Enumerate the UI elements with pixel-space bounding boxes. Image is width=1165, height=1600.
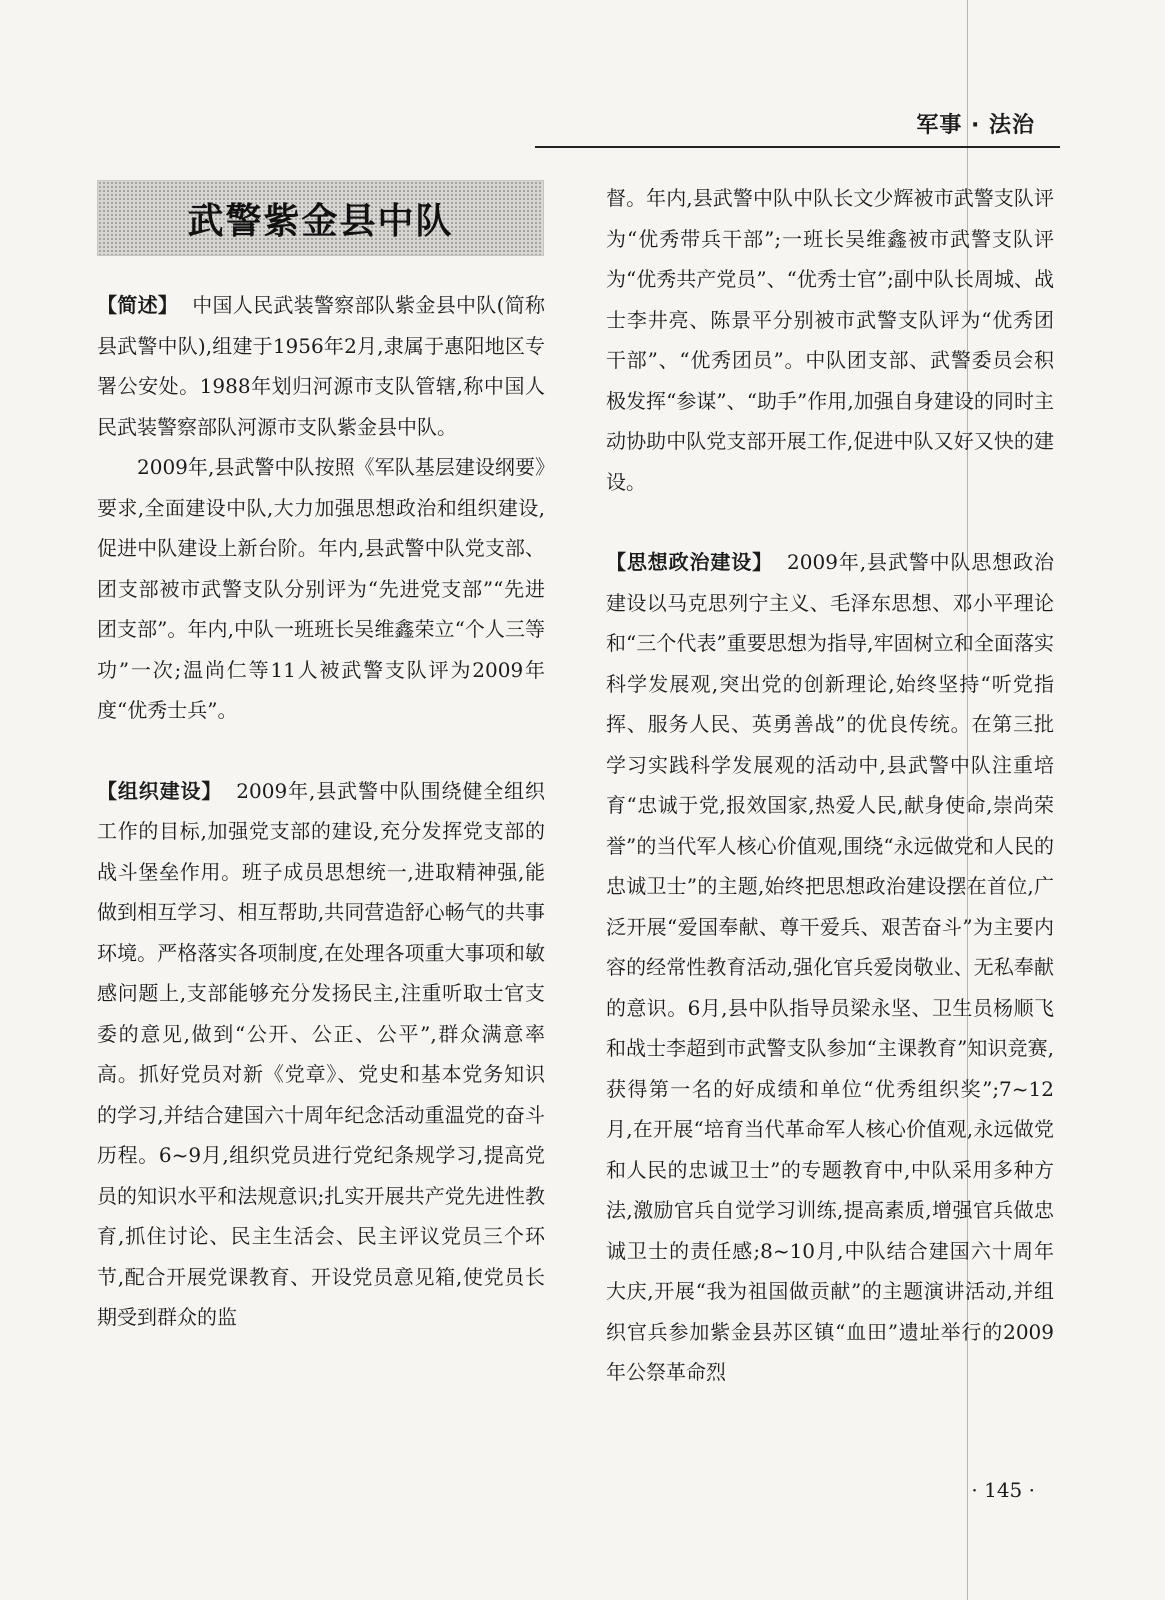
paragraph-overview xyxy=(97,285,545,447)
section-heading-political: 【思想政治建设】 xyxy=(606,550,774,574)
paragraph-continuation: 督。年内,县武警中队中队长文少辉被市武警支队评为“优秀带兵干部”;一班长吴维鑫被市武警支队评为“优秀共产党员”、“优秀士官”;副中队长周城、战士李井亮、陈景平分别被市武警支队评为“优秀团干部”、“优秀团员”。中队团支部、武警委员会积极发挥“参谋”、“助手”作用,加强自身建设的同时主动协助中队党支部开展工作,促进中队又好又快的建设。 xyxy=(606,186,1054,494)
paragraph-2009-summary: 2009年,县武警中队按照《军队基层建设纲要》要求,全面建设中队,大力加强思想政治和组织建设,促进中队建设上新台阶。年内,县武警中队党支部、团支部被市武警支队分别评为“先进党支部”“先进团支部”。年内,中队一班班长吴维鑫荣立“个人三等功”一次;温尚仁等11人被武警支队评为2009年度“优秀士兵”。 xyxy=(97,455,545,722)
right-column xyxy=(606,178,1054,1393)
header-rule xyxy=(535,146,1060,148)
paragraph-overview-text: 中国人民武装警察部队紫金县中队(简称县武警中队),组建于1956年2月,隶属于惠阳地区专署公安处。1988年划归河源市支队管辖,称中国人民武装警察部队河源市支队紫金县中队。 xyxy=(97,293,545,439)
paragraph-organization-text: 2009年,县武警中队围绕健全组织工作的目标,加强党支部的建设,充分发挥党支部的战斗堡垒作用。班子成员思想统一,进取精神强,能做到相互学习、相互帮助,共同营造舒心畅气的共事环境。严格落实各项制度,在处理各项重大事项和敏感问题上,支部能够充分发扬民主,注重听取士官支委的意见,做到“公开、公正、公平”,群众满意率高。抓好党员对新《党章》、党史和基本党务知识的学习,并结合建国六十周年纪念活动重温党的奋斗历程。6~9月,组织党员进行党纪条规学习,提高党员的知识水平和法规意识;扎实开展共产党先进性教育,抓住讨论、民主生活会、民主评议党员三个环节,配合开展党课教育、开设党员意见箱,使党员长期受到群众的监 xyxy=(97,778,546,1329)
section-heading-overview: 【简述】 xyxy=(97,293,179,317)
section-spacer xyxy=(97,731,545,771)
running-header: 军事 · 法治 xyxy=(916,113,1035,138)
section-heading-organization: 【组织建设】 xyxy=(97,778,223,803)
article-title-box xyxy=(97,180,544,256)
paragraph-political-text: 2009年,县武警中队思想政治建设以马克思列宁主义、毛泽东思想、邓小平理论和“三个代表”重要思想为指导,牢固树立和全面落实科学发展观,突出党的创新理论,始终坚持“听党指挥、服务人民、英勇善战”的优良传统。在第三批学习实践科学发展观的活动中,县武警中队注重培育“忠诚于党,报效国家,热爱人民,献身使命,崇尚荣誉”的当代军人核心价值观,围绕“永远做党和人民的忠诚卫士”的主题,始终把思想政治建设摆在首位,广泛开展“爱国奉献、尊干爱兵、艰苦奋斗”为主要内容的经常性教育活动,强化官兵爱岗敬业、无私奉献的意识。6月,县中队指导员梁永坚、卫生员杨顺飞和战士李超到市武警支队参加“主课教育”知识竞赛,获得第一名的好成绩和单位“优秀组织奖”;7~12月,在开展“培育当代革命军人核心价值观,永远做党和人民的忠诚卫士”的专题教育中,中队采用多种方法,激励官兵自觉学习训练,提高素质,增强官兵做忠诚卫士的责任感;8~10月,中队结合建国六十周年大庆,开展“我为祖国做贡献”的主题演讲活动,并组织官兵参加紫金县苏区镇“血田”遗址举行的2009年公祭革命烈 xyxy=(606,550,1054,1384)
paragraph-political xyxy=(606,542,1054,1393)
paragraph-organization xyxy=(97,771,545,1338)
article-title: 武警紫金县中队 xyxy=(187,200,454,242)
left-column xyxy=(97,285,545,1338)
section-spacer xyxy=(606,502,1054,542)
page-number: · 145 · xyxy=(971,1478,1035,1502)
